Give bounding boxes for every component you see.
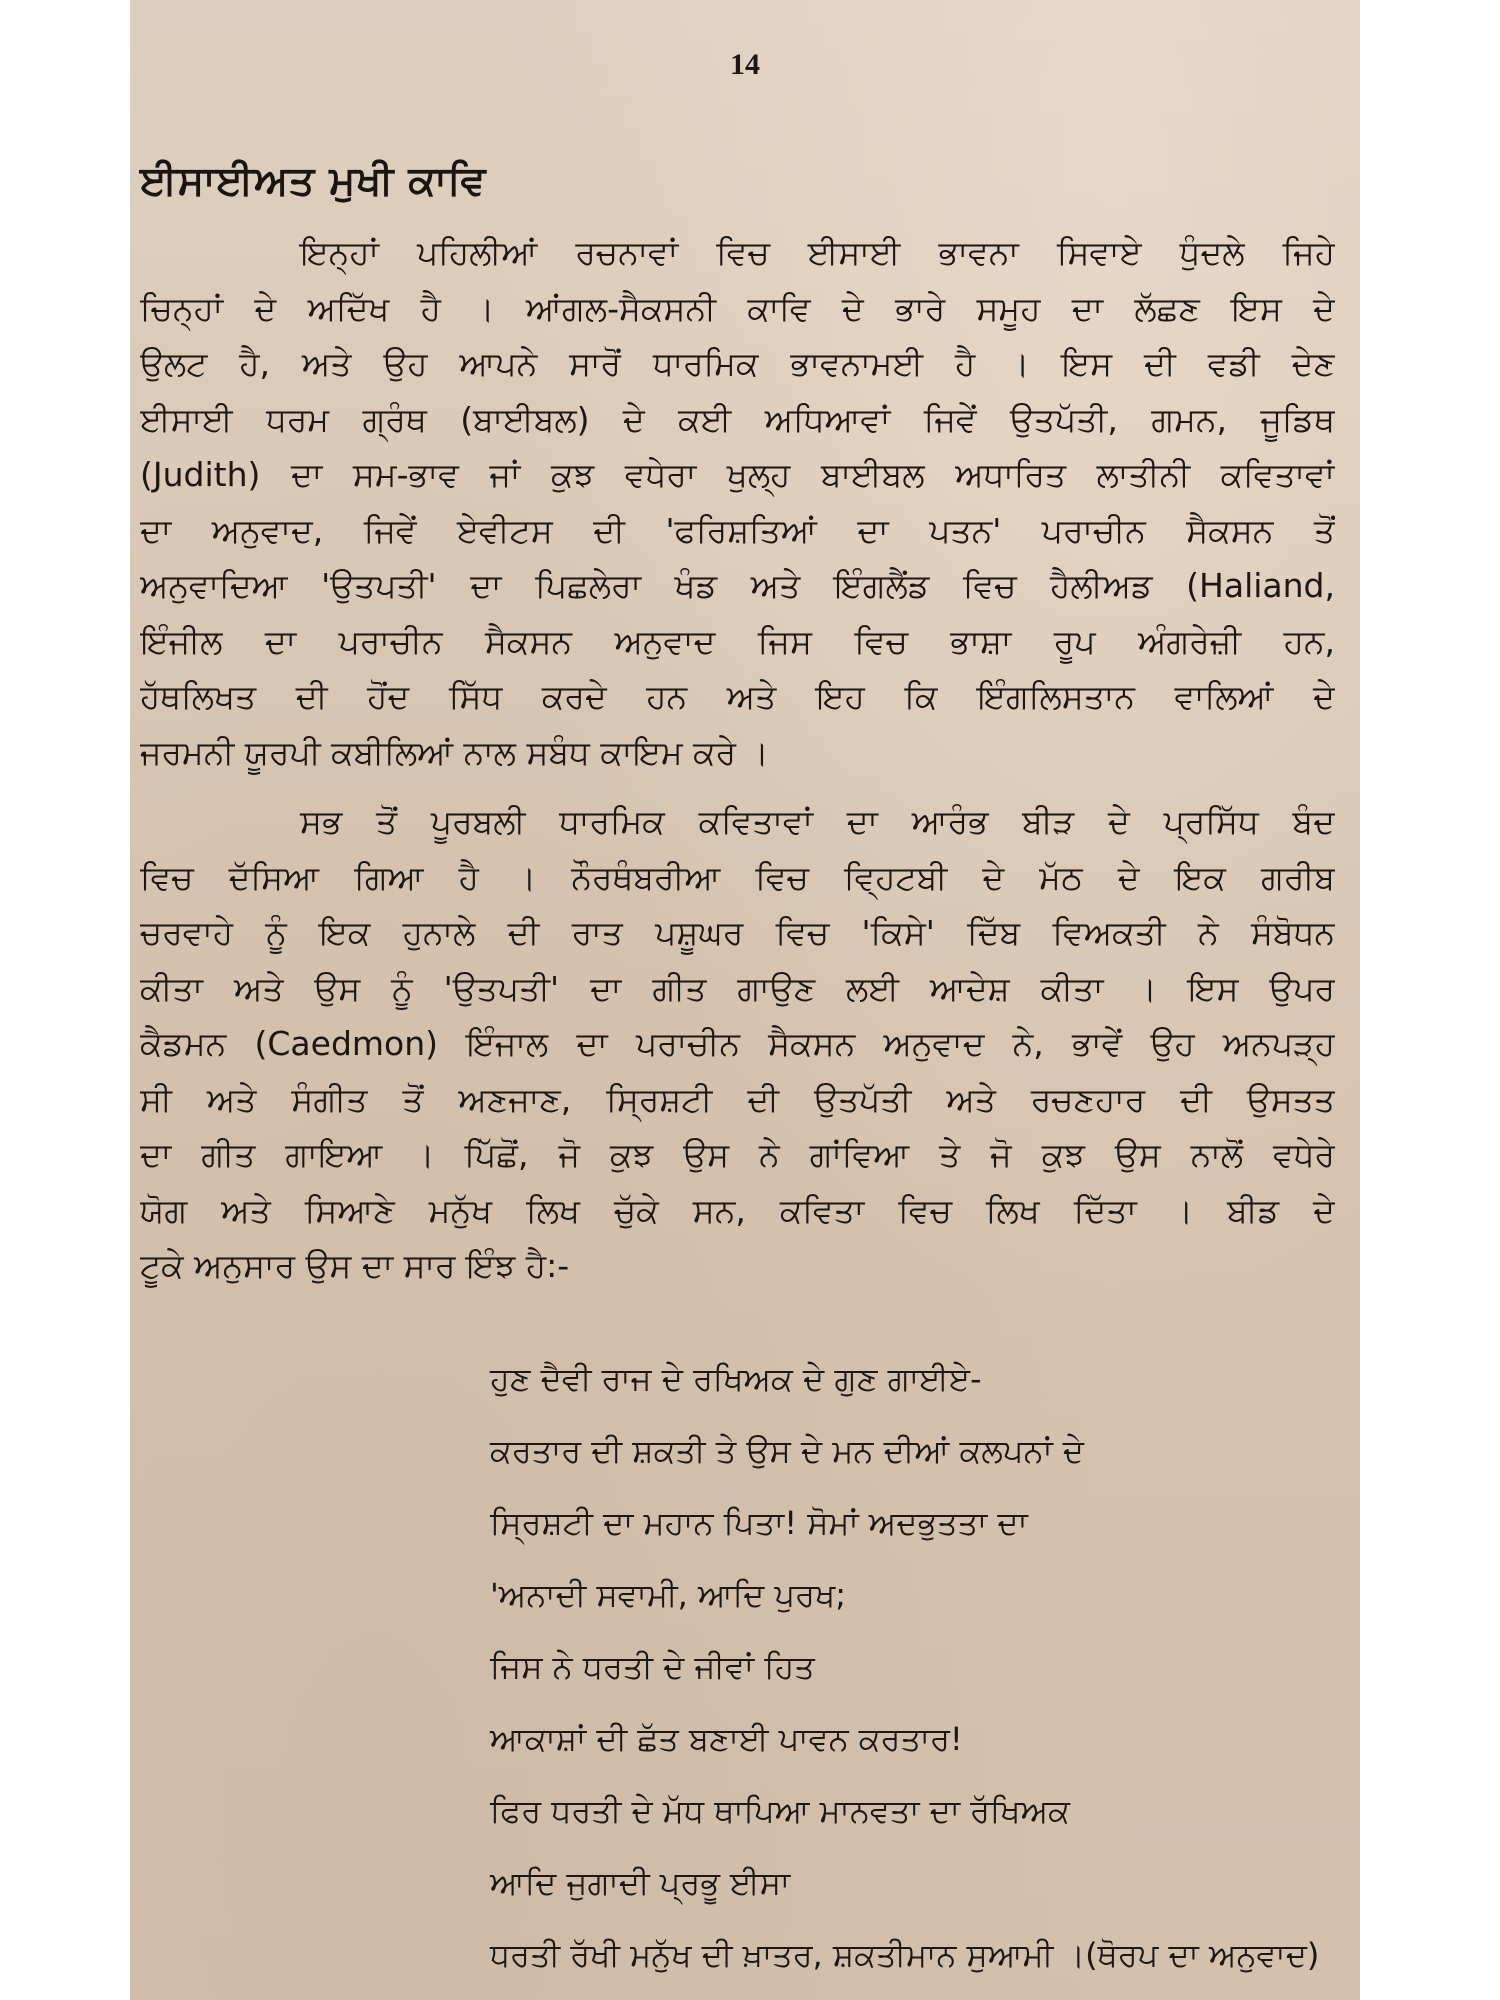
verse-line: ਆਕਾਸ਼ਾਂ ਦੀ ਛੱਤ ਬਣਾਈ ਪਾਵਨ ਕਰਤਾਰ! [490,1720,963,1758]
text-line: ਕੀਤਾ ਅਤੇ ਉਸ ਨੂੰ 'ਉਤਪਤੀ' ਦਾ ਗੀਤ ਗਾਉਣ ਲਈ ਆਦੇਸ਼ ਕੀਤਾ । ਇਸ ਉਪਰ [140,968,1335,1008]
text-line: ਹੱਥਲਿਖਤ ਦੀ ਹੋਂਦ ਸਿੱਧ ਕਰਦੇ ਹਨ ਅਤੇ ਇਹ ਕਿ ਇੰਗਲਿਸਤਾਨ ਵਾਲਿਆਂ ਦੇ [140,677,1335,716]
text-line: ਜਰਮਨੀ ਯੂਰਪੀ ਕਬੀਲਿਆਂ ਨਾਲ ਸਬੰਧ ਕਾਇਮ ਕਰੇ । [140,732,769,772]
text-line: ਇੰਜੀਲ ਦਾ ਪਰਾਚੀਨ ਸੈਕਸਨ ਅਨੁਵਾਦ ਜਿਸ ਵਿਚ ਭਾਸ਼ਾ ਰੂਪ ਅੰਗਰੇਜ਼ੀ ਹਨ, [140,621,1335,661]
text-line: ਸੀ ਅਤੇ ਸੰਗੀਤ ਤੋਂ ਅਣਜਾਣ, ਸ੍ਰਿਸ਼ਟੀ ਦੀ ਉਤਪੱਤੀ ਅਤੇ ਰਚਣਹਾਰ ਦੀ ਉਸਤਤ [140,1079,1335,1119]
verse-line: 'ਅਨਾਦੀ ਸਵਾਮੀ, ਆਦਿ ਪੁਰਖ; [490,1576,847,1614]
text-line: ਦਾ ਅਨੁਵਾਦ, ਜਿਵੇਂ ਏਵੀਟਸ ਦੀ 'ਫਰਿਸ਼ਤਿਆਂ ਦਾ ਪਤਨ' ਪਰਾਚੀਨ ਸੈਕਸਨ ਤੋਂ [140,510,1335,550]
body-text [140,225,1335,1294]
text-line: ਵਿਚ ਦੱਸਿਆ ਗਿਆ ਹੈ । ਨੌਰਥੰਬਰੀਆ ਵਿਚ ਵ੍ਹਿਟਬੀ ਦੇ ਮੱਠ ਦੇ ਇਕ ਗਰੀਬ [140,857,1335,897]
verse-line: ਆਦਿ ਜੁਗਾਦੀ ਪ੍ਰਭੂ ਈਸਾ [490,1864,791,1902]
section-heading: ਈਸਾਈਅਤ ਮੁਖੀ ਕਾਵਿ [140,158,487,204]
verse-line: ਕਰਤਾਰ ਦੀ ਸ਼ਕਤੀ ਤੇ ਉਸ ਦੇ ਮਨ ਦੀਆਂ ਕਲਪਨਾਂ ਦੇ [490,1432,1084,1470]
paragraph-1 [140,225,1335,780]
text-line: ਟੂਕੇ ਅਨੁਸਾਰ ਉਸ ਦਾ ਸਾਰ ਇੰਝ ਹੈ:- [140,1246,570,1285]
verse-line: ਧਰਤੀ ਰੱਖੀ ਮਨੁੱਖ ਦੀ ਖ਼ਾਤਰ, ਸ਼ਕਤੀਮਾਨ ਸੁਆਮੀ ।(ਥੋਰਪ ਦਾ ਅਨੁਵਾਦ) [490,1936,1320,1974]
page-number: 14 [730,48,760,81]
text-line: ਉਲਟ ਹੈ, ਅਤੇ ਉਹ ਆਪਨੇ ਸਾਰੋਂ ਧਾਰਮਿਕ ਭਾਵਨਾਮਈ ਹੈ । ਇਸ ਦੀ ਵਡੀ ਦੇਣ [140,344,1335,383]
text-line: ਚਰਵਾਹੇ ਨੂੰ ਇਕ ਹੁਨਾਲੇ ਦੀ ਰਾਤ ਪਸ਼ੂਘਰ ਵਿਚ 'ਕਿਸੇ' ਦਿੱਬ ਵਿਅਕਤੀ ਨੇ ਸੰਬੋਧਨ [140,913,1335,952]
book-page [130,0,1360,2000]
text-line: ਚਿਨ੍ਹਾਂ ਦੇ ਅਦਿੱਖ ਹੈ । ਆਂਗਲ-ਸੈਕਸਨੀ ਕਾਵਿ ਦੇ ਭਾਰੇ ਸਮੂਹ ਦਾ ਲੱਛਣ ਇਸ ਦੇ [140,288,1335,328]
verse-line: ਹੁਣ ਦੈਵੀ ਰਾਜ ਦੇ ਰਖਿਅਕ ਦੇ ਗੁਣ ਗਾਈਏ- [490,1360,982,1398]
verse-line: ਸ੍ਰਿਸ਼ਟੀ ਦਾ ਮਹਾਨ ਪਿਤਾ! ਸੋਮਾਂ ਅਦਭੁਤਤਾ ਦਾ [490,1504,1028,1542]
text-line: (Judith) ਦਾ ਸਮ-ਭਾਵ ਜਾਂ ਕੁਝ ਵਧੇਰਾ ਖੁਲ੍ਹ ਬਾਈਬਲ ਅਧਾਰਿਤ ਲਾਤੀਨੀ ਕਵਿਤਾਵਾਂ [140,455,1335,494]
text-line: ਈਸਾਈ ਧਰਮ ਗ੍ਰੰਥ (ਬਾਈਬਲ) ਦੇ ਕਈ ਅਧਿਆਵਾਂ ਜਿਵੇਂ ਉਤਪੱਤੀ, ਗਮਨ, ਜੂਡਿਥ [140,399,1335,439]
verse-line: ਫਿਰ ਧਰਤੀ ਦੇ ਮੱਧ ਥਾਪਿਆ ਮਾਨਵਤਾ ਦਾ ਰੱਖਿਅਕ [490,1792,1070,1830]
text-line: ਇਨ੍ਹਾਂ ਪਹਿਲੀਆਂ ਰਚਨਾਵਾਂ ਵਿਚ ਈਸਾਈ ਭਾਵਨਾ ਸਿਵਾਏ ਧੁੰਦਲੇ ਜਿਹੇ [300,233,1335,272]
text-line: ਕੈਡਮਨ (Caedmon) ਇੰਜਾਲ ਦਾ ਪਰਾਚੀਨ ਸੈਕਸਨ ਅਨੁਵਾਦ ਨੇ, ਭਾਵੇਂ ਉਹ ਅਨਪੜ੍ਹ [140,1024,1335,1063]
text-line: ਯੋਗ ਅਤੇ ਸਿਆਣੇ ਮਨੁੱਖ ਲਿਖ ਚੁੱਕੇ ਸਨ, ਕਵਿਤਾ ਵਿਚ ਲਿਖ ਦਿੱਤਾ । ਬੀਡ ਦੇ [140,1190,1335,1230]
text-line: ਅਨੁਵਾਦਿਆ 'ਉਤਪਤੀ' ਦਾ ਪਿਛਲੇਰਾ ਖੰਡ ਅਤੇ ਇੰਗਲੈਂਡ ਵਿਚ ਹੈਲੀਅਡ (Haliand, [140,566,1335,605]
text-line: ਸਭ ਤੋਂ ਪੂਰਬਲੀ ਧਾਰਮਿਕ ਕਵਿਤਾਵਾਂ ਦਾ ਆਰੰਭ ਬੀੜ ਦੇ ਪ੍ਰਸਿੱਧ ਬੰਦ [300,802,1335,841]
text-line: ਦਾ ਗੀਤ ਗਾਇਆ । ਪਿੱਛੋਂ, ਜੋ ਕੁਝ ਉਸ ਨੇ ਗਾਂਵਿਆ ਤੇ ਜੋ ਕੁਝ ਉਸ ਨਾਲੋਂ ਵਧੇਰੇ [140,1135,1335,1174]
verse-line: ਜਿਸ ਨੇ ਧਰਤੀ ਦੇ ਜੀਵਾਂ ਹਿਤ [490,1648,815,1686]
paragraph-2 [140,794,1335,1294]
verse-block [490,1343,1360,1991]
